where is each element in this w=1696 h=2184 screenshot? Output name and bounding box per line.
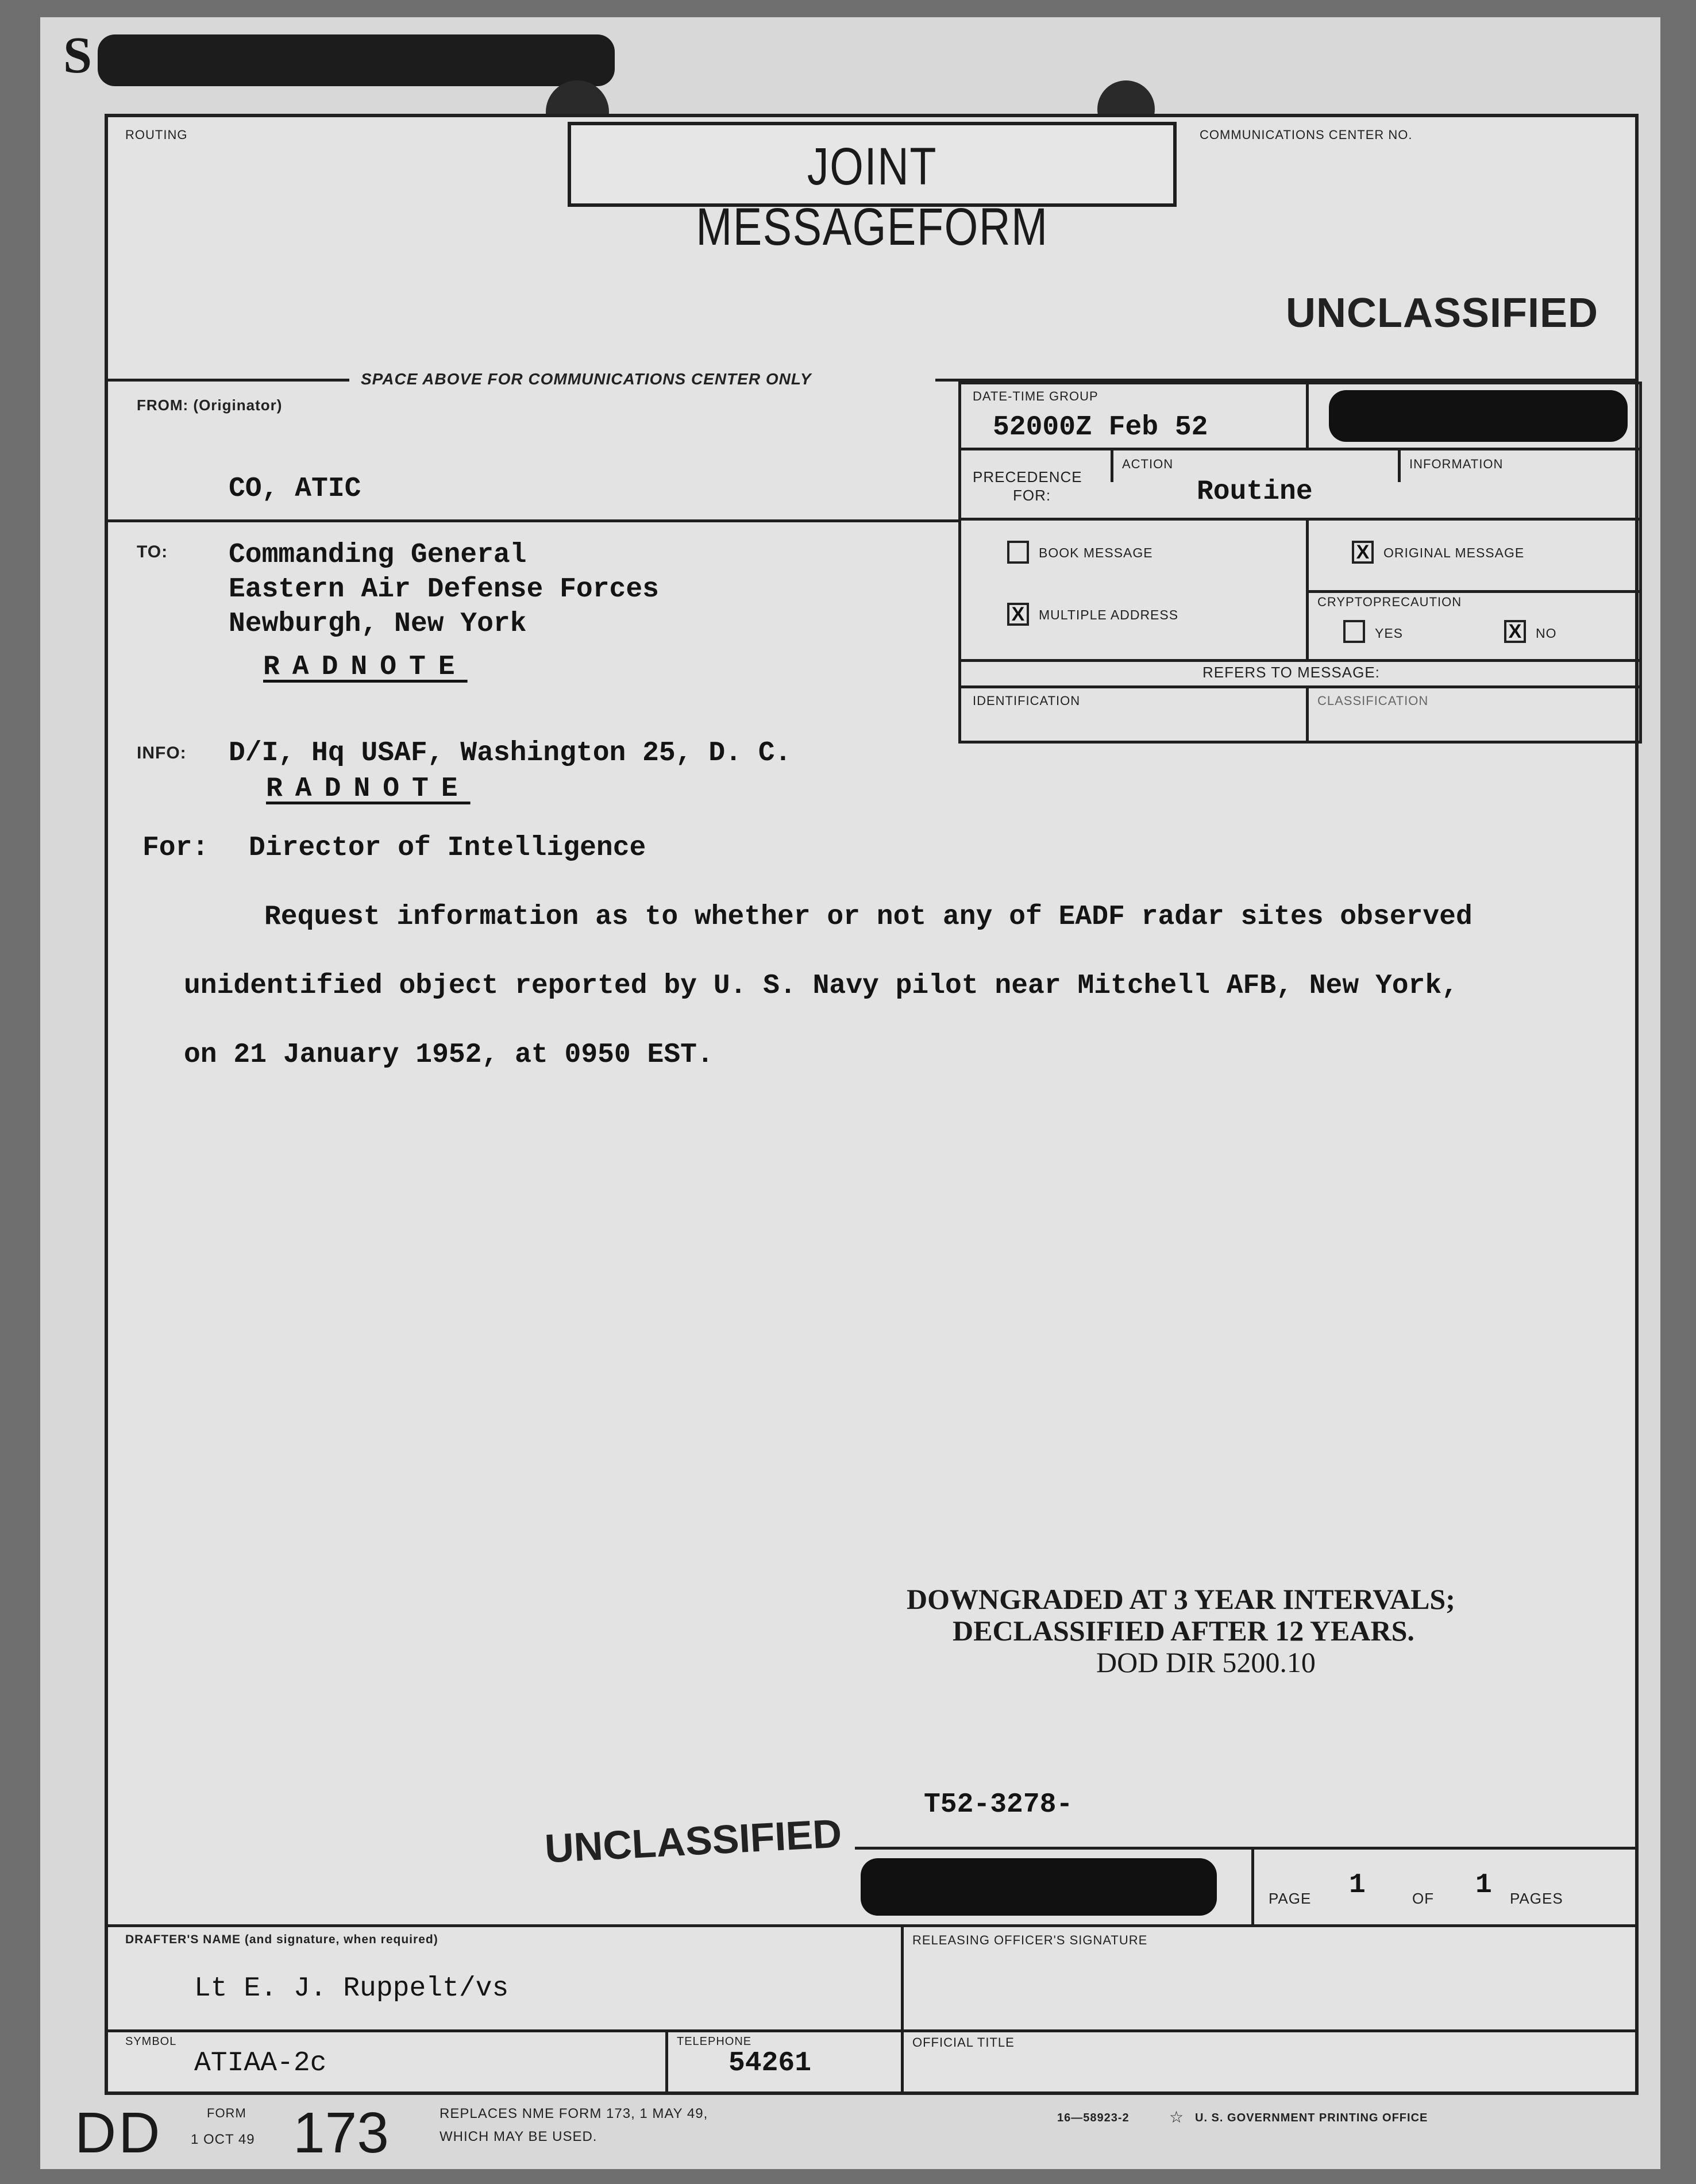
form-title: JOINT MESSAGEFORM xyxy=(696,137,1049,256)
dtg-label: DATE-TIME GROUP xyxy=(973,389,1098,403)
symbol-value: ATIAA-2c xyxy=(194,2048,327,2079)
telephone-value: 54261 xyxy=(728,2048,812,2079)
dtg-bottom-line xyxy=(961,448,1639,450)
for-label: For: xyxy=(142,833,209,864)
stamp-top-left: S xyxy=(63,27,92,84)
from-to-divider xyxy=(108,519,958,522)
redaction-dtg-right xyxy=(1329,390,1628,442)
from-value: CO, ATIC xyxy=(229,473,361,504)
page-divider xyxy=(1251,1847,1254,1927)
pages-value: 1 xyxy=(1475,1870,1492,1901)
to-label: TO: xyxy=(137,542,168,561)
drafter-label: DRAFTER'S NAME (and signature, when required) xyxy=(125,1933,438,1946)
original-message-checkbox[interactable]: X xyxy=(1352,541,1374,564)
page-label: PAGE xyxy=(1269,1890,1312,1907)
precedence-divider xyxy=(1111,448,1113,482)
to-radnote: RADNOTE xyxy=(263,652,468,683)
refers-to-label: REFERS TO MESSAGE: xyxy=(1202,664,1380,681)
routing-label: ROUTING xyxy=(125,128,188,142)
message-info-box xyxy=(958,382,1642,744)
multiple-address-label: MULTIPLE ADDRESS xyxy=(1039,607,1179,622)
information-label: INFORMATION xyxy=(1409,457,1504,471)
crypto-no-checkbox[interactable]: X xyxy=(1504,620,1526,643)
action-value: Routine xyxy=(1197,476,1313,507)
dtg-value: 52000Z Feb 52 xyxy=(993,412,1208,443)
dd-label: DD xyxy=(75,2101,163,2165)
classification-label: CLASSIFICATION xyxy=(1317,694,1429,708)
crypto-yes-label: YES xyxy=(1375,626,1404,641)
space-above-label: SPACE ABOVE FOR COMMUNICATIONS CENTER ONLY xyxy=(361,370,812,388)
pages-label: PAGES xyxy=(1510,1890,1563,1907)
crypto-no-label: NO xyxy=(1536,626,1557,641)
replaces-line-1: REPLACES NME FORM 173, 1 MAY 49, xyxy=(440,2106,708,2121)
to-line-3: Newburgh, New York xyxy=(229,608,527,640)
symbol-telephone-divider xyxy=(665,2029,668,2095)
precedence-label-2: FOR: xyxy=(1013,487,1051,504)
to-line-1: Commanding General xyxy=(229,540,527,571)
cryptoprecaution-label: CRYPTOPRECAUTION xyxy=(1317,595,1462,609)
comm-center-label: COMMUNICATIONS CENTER NO. xyxy=(1200,128,1413,142)
classification-top: UNCLASSIFIED xyxy=(1286,290,1599,336)
downgrade-line-1: DOWNGRADED AT 3 YEAR INTERVALS; xyxy=(907,1583,1455,1615)
form-title-box xyxy=(568,122,1177,256)
to-line-2: Eastern Air Defense Forces xyxy=(229,574,659,605)
action-label: ACTION xyxy=(1122,457,1174,471)
action-divider xyxy=(1398,448,1401,482)
book-message-checkbox[interactable] xyxy=(1007,541,1029,564)
releasing-label: RELEASING OFFICER'S SIGNATURE xyxy=(912,1933,1148,1947)
options-divider xyxy=(1306,518,1309,661)
dtg-divider xyxy=(1306,384,1309,448)
gpo-star-icon: ☆ xyxy=(1169,2108,1185,2126)
form-date: 1 OCT 49 xyxy=(191,2132,255,2147)
options-mid-line-right xyxy=(1306,590,1639,593)
replaces-line-2: WHICH MAY BE USED. xyxy=(440,2129,598,2144)
redaction-top xyxy=(98,34,615,86)
drafter-value: Lt E. J. Ruppelt/vs xyxy=(194,1973,509,2004)
refers-top-line xyxy=(961,659,1639,662)
classification-bottom: UNCLASSIFIED xyxy=(544,1811,843,1871)
gpo-text: U. S. GOVERNMENT PRINTING OFFICE xyxy=(1195,2112,1428,2124)
from-label: FROM: (Originator) xyxy=(137,396,283,414)
form-number: 173 xyxy=(293,2101,389,2165)
message-form-frame xyxy=(105,114,1639,2095)
body-line-3: on 21 January 1952, at 0950 EST. xyxy=(184,1039,714,1070)
page-row-top-line xyxy=(855,1847,1639,1850)
page-value: 1 xyxy=(1349,1870,1366,1901)
info-line-1: D/I, Hq USAF, Washington 25, D. C. xyxy=(229,738,792,769)
ref-number: T52-3278- xyxy=(924,1789,1073,1820)
drafter-release-divider xyxy=(901,1924,904,2095)
form-label: FORM xyxy=(207,2106,246,2120)
book-message-label: BOOK MESSAGE xyxy=(1039,545,1153,560)
precedence-bottom-line xyxy=(961,518,1639,521)
refers-bottom-line xyxy=(961,685,1639,688)
space-above-divider-left xyxy=(108,379,349,382)
original-message-label: ORIGINAL MESSAGE xyxy=(1383,545,1525,560)
multiple-address-checkbox[interactable]: X xyxy=(1007,603,1029,626)
gpo-code: 16—58923-2 xyxy=(1057,2112,1130,2124)
for-value: Director of Intelligence xyxy=(249,833,646,864)
crypto-yes-checkbox[interactable] xyxy=(1343,620,1365,643)
symbol-label: SYMBOL xyxy=(125,2035,177,2048)
body-line-1: Request information as to whether or not any of EADF radar sites observed xyxy=(264,902,1473,933)
drafter-top-line xyxy=(108,1924,1639,1927)
info-label: INFO: xyxy=(137,744,187,762)
telephone-label: TELEPHONE xyxy=(677,2035,752,2048)
symbol-top-line xyxy=(108,2029,1639,2032)
refers-divider xyxy=(1306,685,1309,743)
redaction-bottom xyxy=(861,1858,1217,1916)
downgrade-line-3: DOD DIR 5200.10 xyxy=(1096,1646,1316,1678)
of-label: OF xyxy=(1412,1890,1435,1907)
official-title-label: OFFICIAL TITLE xyxy=(912,2035,1015,2050)
identification-label: IDENTIFICATION xyxy=(973,694,1081,708)
document-sheet xyxy=(40,17,1660,2169)
precedence-label-1: PRECEDENCE xyxy=(973,468,1082,486)
body-line-2: unidentified object reported by U. S. Navy pilot near Mitchell AFB, New York, xyxy=(184,970,1458,1002)
info-radnote: RADNOTE xyxy=(266,773,471,804)
downgrade-line-2: DECLASSIFIED AFTER 12 YEARS. xyxy=(953,1615,1414,1647)
